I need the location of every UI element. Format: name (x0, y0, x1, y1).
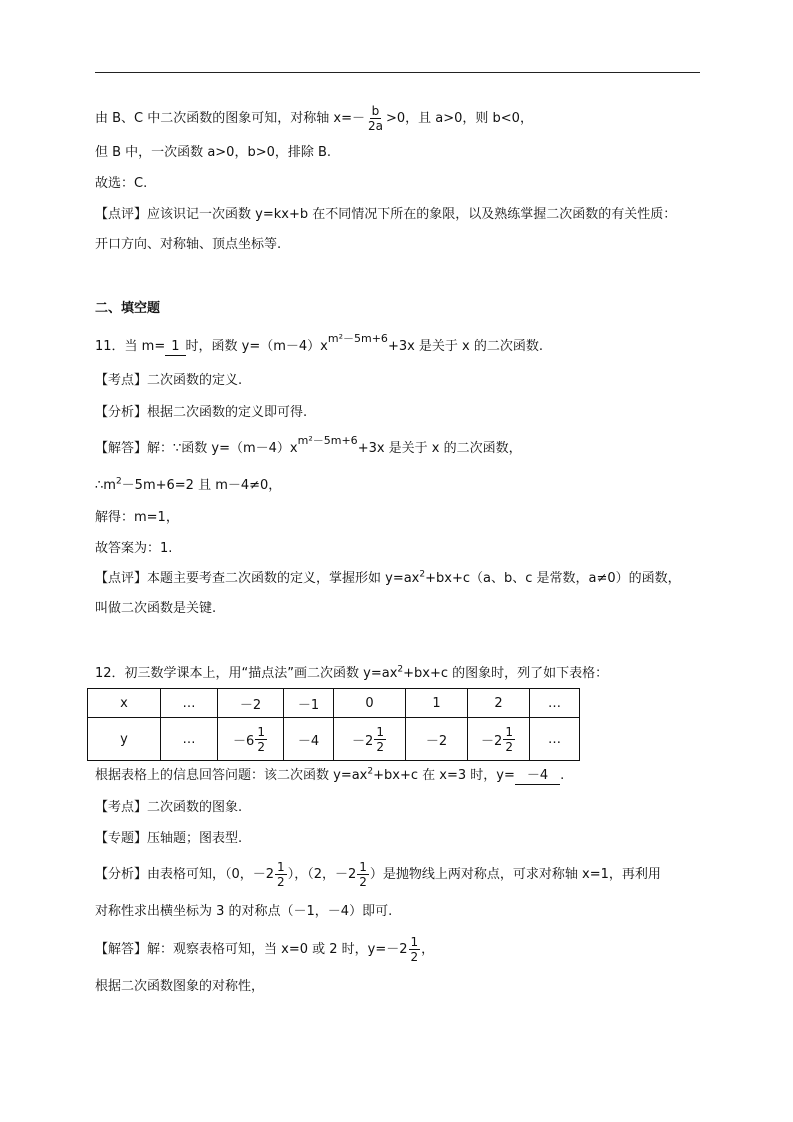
fraction (357, 860, 369, 889)
fraction (409, 935, 421, 964)
paragraph-comment-2: 开口方向、对称轴、顶点坐标等. (95, 237, 282, 252)
answer-blank: －4 (515, 768, 560, 785)
exponent: m²－5m+6 (327, 332, 388, 345)
numerator: 1 (257, 724, 265, 739)
table-cell: －2 (406, 718, 468, 761)
superscript: 2 (397, 664, 404, 675)
q12-jieda (95, 935, 434, 964)
text: ∴m (95, 478, 116, 493)
table-cell: 2 (468, 689, 530, 718)
q12-last: 根据二次函数图象的对称性， (95, 979, 265, 994)
table-cell-x-label: x (88, 689, 161, 718)
text: ）是抛物线上两对称点，可求对称轴 x=1，再利用 (369, 867, 661, 882)
text: 【分析】由表格可知，（0，－2 (95, 867, 275, 882)
numerator: 1 (277, 860, 285, 874)
table-cell (218, 718, 284, 761)
text: +3x 是关于 x 的二次函数. (387, 339, 544, 354)
value-table (87, 688, 580, 761)
table-row-x (88, 689, 580, 718)
q12-zhuanti: 【专题】压轴题；图表型. (95, 831, 243, 846)
text: 【点评】本题主要考查二次函数的定义，掌握形如 y=ax (95, 571, 420, 586)
fraction (275, 860, 287, 889)
numerator: 1 (376, 724, 384, 739)
table-cell (334, 718, 406, 761)
denominator: 2a (367, 119, 383, 133)
header-rule (95, 72, 700, 73)
numerator: 1 (359, 860, 367, 874)
table-cell (468, 718, 530, 761)
text: 根据表格上的信息回答问题：该二次函数 y=ax (95, 768, 368, 783)
text: 【解答】解：观察表格可知，当 x=0 或 2 时，y=－2 (95, 942, 408, 957)
q12-fenxi-1 (95, 860, 661, 889)
text: . (560, 768, 565, 783)
text: 时，函数 y=（m－4）x (185, 339, 328, 354)
question-11 (95, 332, 544, 357)
fraction (255, 725, 267, 754)
whole: －2 (352, 733, 374, 749)
exponent: m²－5m+6 (297, 434, 358, 447)
denominator: 2 (257, 739, 265, 754)
q11-answer: 故答案为：1. (95, 541, 173, 556)
q11-jieda (95, 434, 522, 459)
paragraph-answer-c: 故选：C. (95, 176, 148, 191)
table-cell: －2 (218, 689, 284, 718)
denominator: 2 (277, 875, 285, 889)
question-12 (95, 664, 608, 684)
q11-kaodian: 【考点】二次函数的定义. (95, 373, 243, 388)
denominator: 2 (505, 739, 513, 754)
table-cell: 0 (334, 689, 406, 718)
fraction-b-over-2a (366, 104, 385, 133)
q11-step-2: 解得：m=1， (95, 510, 179, 525)
paragraph-axis-of-symmetry (95, 104, 533, 133)
superscript: 2 (419, 569, 426, 580)
denominator: 2 (376, 739, 384, 754)
superscript: 2 (115, 476, 122, 487)
table-cell: 1 (406, 689, 468, 718)
text: ， (421, 942, 435, 957)
q11-dianping-1 (95, 569, 681, 589)
mixed-number (233, 725, 268, 754)
whole: －6 (233, 733, 255, 749)
table-row-y (88, 718, 580, 761)
paragraph-comment-1: 【点评】应该识记一次函数 y=kx+b 在不同情况下所在的象限，以及熟练掌握二次函数的有关性质： (95, 207, 677, 222)
q11-dianping-2: 叫做二次函数是关键. (95, 601, 217, 616)
q12-question (95, 766, 564, 786)
text: 由 B、C 中二次函数的图象可知，对称轴 x=－ (95, 111, 365, 126)
text: +bx+c（a、b、c 是常数，a≠0）的函数， (425, 571, 681, 586)
text: 12．初三数学课本上，用“描点法”画二次函数 y=ax (95, 666, 398, 681)
answer-blank: 1 (165, 339, 185, 356)
q12-kaodian: 【考点】二次函数的图象. (95, 800, 243, 815)
text: 11．当 m= (95, 339, 166, 354)
table-cell: －4 (284, 718, 334, 761)
text: +bx+c 的图象时，列了如下表格： (403, 666, 609, 681)
numerator: 1 (410, 935, 419, 949)
mixed-number (481, 725, 516, 754)
table-cell: －1 (284, 689, 334, 718)
q11-fenxi: 【分析】根据二次函数的定义即可得. (95, 405, 308, 420)
text: ），（2，－2 (287, 867, 357, 882)
denominator: 2 (359, 875, 367, 889)
table-cell-dots: … (530, 689, 580, 718)
mixed-number (352, 725, 387, 754)
denominator: 2 (410, 950, 419, 964)
text: －5m+6=2 且 m－4≠0， (121, 478, 282, 493)
table-cell-y-label: y (88, 718, 161, 761)
fraction (374, 725, 386, 754)
text: +3x 是关于 x 的二次函数， (357, 441, 522, 456)
numerator: 1 (505, 724, 513, 739)
text: >0，且 a>0，则 b<0， (385, 111, 533, 126)
section-title: 二、填空题 (95, 301, 161, 316)
fraction (503, 725, 515, 754)
whole: －2 (481, 733, 503, 749)
paragraph-exclude-b: 但 B 中，一次函数 a>0，b>0，排除 B. (95, 145, 332, 160)
q11-step-1 (95, 476, 281, 496)
table-cell-dots: … (161, 718, 218, 761)
text: 【解答】解：∵函数 y=（m－4）x (95, 441, 298, 456)
q12-fenxi-2: 对称性求出横坐标为 3 的对称点（－1，－4）即可. (95, 904, 393, 919)
text: +bx+c 在 x=3 时，y= (373, 768, 515, 783)
superscript: 2 (367, 766, 374, 777)
table-cell-dots: … (161, 689, 218, 718)
table-cell-dots: … (530, 718, 580, 761)
numerator: b (371, 104, 380, 118)
